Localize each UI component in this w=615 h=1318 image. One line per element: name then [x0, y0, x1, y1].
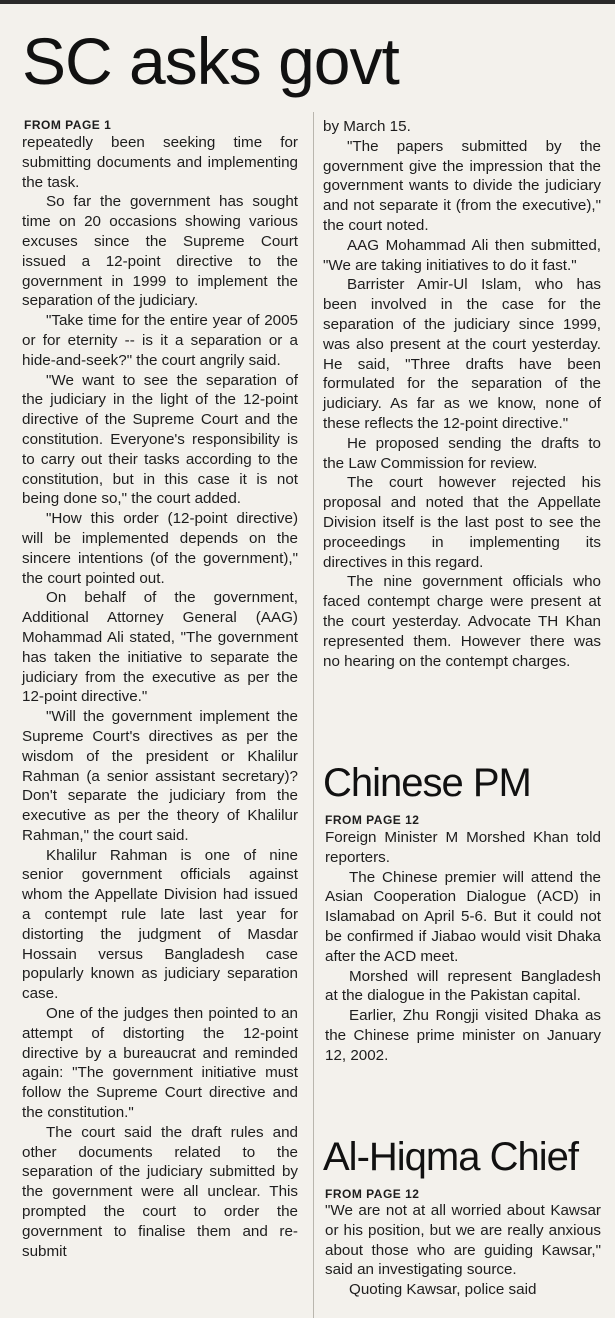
column-divider — [313, 112, 314, 1318]
article-column-left — [22, 133, 298, 1261]
top-rule — [0, 0, 615, 4]
kicker-from-page-12: FROM PAGE 12 — [325, 1187, 420, 1201]
kicker-from-page-1: FROM PAGE 1 — [24, 118, 112, 132]
kicker-from-page-12: FROM PAGE 12 — [325, 813, 420, 827]
article-column-right — [323, 117, 601, 671]
article-chinese-pm — [325, 828, 601, 1066]
paragraph: AAG Mohammad Ali then submitted, "We are taking initiatives to do it fast." — [323, 236, 601, 274]
paragraph: On behalf of the government, Additional Attorney General (AAG) Mohammad Ali stated, "The government has taken the initiative to separate the judiciary from the executive as per the 12-point directive." — [22, 589, 298, 706]
paragraph: "We are not at all worried about Kawsar or his position, but we are really anxious about those who are guiding Kawsar," said an investigating source. — [325, 1202, 601, 1279]
paragraph: "Take time for the entire year of 2005 or for eternity -- is it a separation or a hide-and-seek?" the court angrily said. — [22, 312, 298, 369]
headline-al-hiqma-chief: Al-Hiqma Chief — [323, 1135, 578, 1179]
paragraph: The court said the draft rules and other documents related to the separation of the judiciary submitted by the government were all unclear. This prompted the court to order the government to finalise them and re-submit — [22, 1123, 298, 1260]
paragraph: The Chinese premier will attend the Asian Cooperation Dialogue (ACD) in Islamabad on April 5-6. But it could not be confirmed if Jiabao would visit Dhaka after the ACD meet. — [325, 868, 601, 965]
paragraph: repeatedly been seeking time for submitting documents and implementing the task. — [22, 134, 298, 191]
paragraph: "The papers submitted by the government give the impression that the government wants to divide the judiciary and not separate it (from the executive)," the court noted. — [323, 137, 601, 234]
paragraph: Khalilur Rahman is one of nine senior government officials against whom the Appellate Division had issued a contempt rule late last year for distorting the judgment of Masdar Hossain versus Bangladesh case popularly known as judiciary separation case. — [22, 846, 298, 1003]
paragraph: "We want to see the separation of the judiciary in the light of the 12-point directive of the Supreme Court and the constitution. Everyone's responsibility is to carry out their tasks according to the constitution, but in this case it is not being done so," the court added. — [22, 371, 298, 508]
headline-chinese-pm: Chinese PM — [323, 761, 531, 805]
paragraph: Quoting Kawsar, police said — [349, 1281, 537, 1299]
paragraph: by March 15. — [323, 118, 411, 135]
paragraph: "How this order (12-point directive) will be implemented depends on the sincere intentions (of the government)," the court pointed out. — [22, 510, 298, 587]
paragraph: The court however rejected his proposal and noted that the Appellate Division itself is the last post to see the proceedings in implementing its directives in this regard. — [323, 474, 601, 571]
paragraph: Barrister Amir-Ul Islam, who has been involved in the case for the separation of the judiciary since 1999, was also present at the court yesterday. He said, "Three drafts have been formulated for the separation of the judiciary. As far as we know, none of these reflects the 12-point directive." — [323, 276, 601, 432]
paragraph: So far the government has sought time on 20 occasions showing various excuses since the Supreme Court issued a 12-point directive to the government in 1999 to implement the separation of the judiciary. — [22, 193, 298, 310]
paragraph: He proposed sending the drafts to the Law Commission for review. — [323, 434, 601, 472]
paragraph: "Will the government implement the Supreme Court's directives as per the wisdom of the president or Khalilur Rahman (a senior assistant secretary)? Don't separate the judiciary from the executive as per the theory of Khalilur Rahman," the court said. — [22, 708, 298, 844]
paragraph: The nine government officials who faced contempt charge were present at the court yesterday. Advocate TH Khan represented them. However there was no hearing on the contempt charges. — [323, 573, 601, 670]
headline-sc-asks-govt: SC asks govt — [22, 24, 399, 98]
article-al-hiqma-chief — [325, 1201, 601, 1300]
paragraph: Morshed will represent Bangladesh at the dialogue in the Pakistan capital. — [325, 967, 601, 1005]
paragraph: Foreign Minister M Morshed Khan told reporters. — [325, 829, 601, 866]
paragraph: One of the judges then pointed to an attempt of distorting the 12-point directive by a bureaucrat and reminded again: "The government initiative must follow the Supreme Court directive and the constitution." — [22, 1005, 298, 1122]
paragraph: Earlier, Zhu Rongji visited Dhaka as the Chinese prime minister on January 12, 2002. — [325, 1007, 601, 1064]
